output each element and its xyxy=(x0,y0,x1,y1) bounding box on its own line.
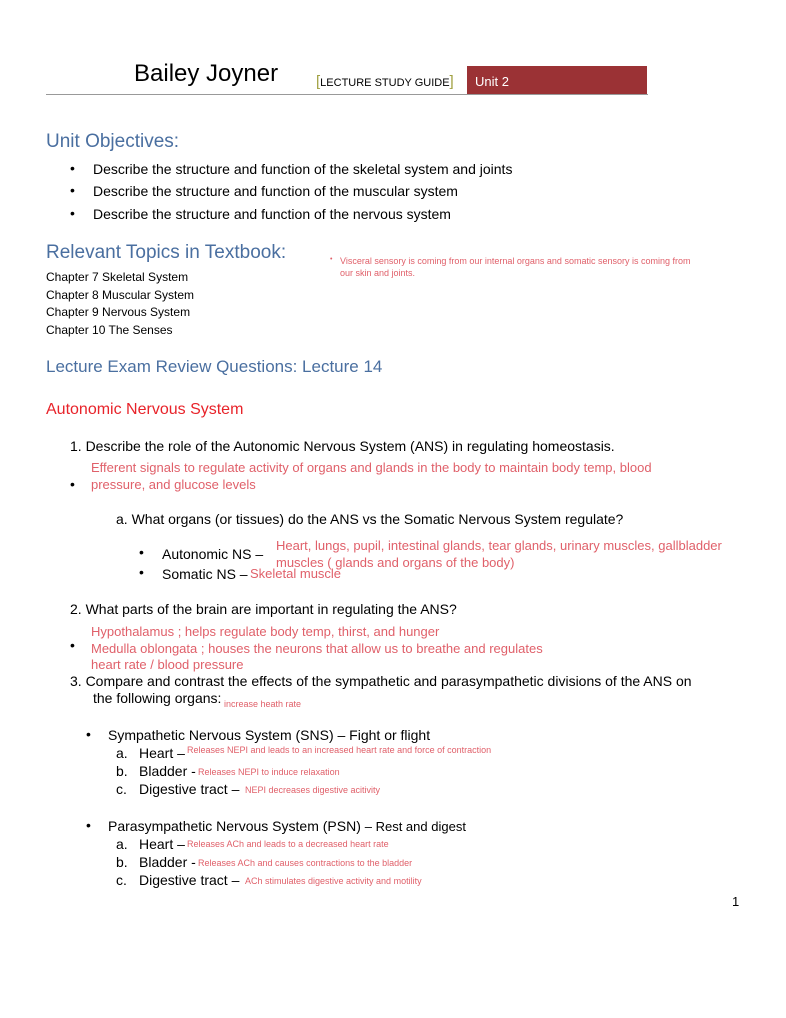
autonomic-answer: Heart, lungs, pupil, intestinal glands, tear glands, urinary muscles, gallbladder xyxy=(276,538,722,553)
item-note: Releases NEPI to induce relaxation xyxy=(198,767,340,777)
list-item: Describe the structure and function of the nervous system xyxy=(93,206,451,222)
item-label: Heart – xyxy=(139,745,185,761)
study-guide-label xyxy=(316,73,454,90)
bullet-icon: • xyxy=(70,182,75,198)
review-heading: Lecture Exam Review Questions: Lecture 14 xyxy=(46,357,383,376)
bullet-icon: • xyxy=(139,544,144,560)
header-rule xyxy=(46,94,648,95)
item-note: Releases ACh and causes contractions to the bladder xyxy=(198,858,413,868)
topics-heading: Relevant Topics in Textbook: xyxy=(46,242,287,263)
list-item xyxy=(116,872,239,888)
item-letter: b. xyxy=(116,763,128,779)
answer-2-line: heart rate / blood pressure xyxy=(91,657,244,672)
psn-heading xyxy=(108,818,466,834)
question-3: the following organs: xyxy=(93,690,222,706)
list-item xyxy=(116,781,239,797)
list-item xyxy=(116,836,185,852)
bracket-close: ] xyxy=(449,73,454,90)
bullet-icon: • xyxy=(70,160,75,176)
somatic-answer: Skeletal muscle xyxy=(250,566,342,581)
item-note: Releases ACh and leads to a decreased heart rate xyxy=(187,839,389,849)
item-label: Digestive tract – xyxy=(139,781,240,797)
answer-1-line: pressure, and glucose levels xyxy=(91,477,256,492)
list-item xyxy=(116,763,196,779)
bullet-icon: • xyxy=(70,205,75,221)
bullet-icon: • xyxy=(70,476,75,492)
objectives-heading: Unit Objectives: xyxy=(46,131,180,152)
question-1: 1. Describe the role of the Autonomic Nervous System (ANS) in regulating homeostasis. xyxy=(70,438,615,454)
item-note: Releases NEPI and leads to an increased heart rate and force of contraction xyxy=(187,745,492,755)
item-letter: c. xyxy=(116,781,127,797)
list-item: Describe the structure and function of the muscular system xyxy=(93,183,458,199)
answer-2-line: Hypothalamus ; helps regulate body temp, thirst, and hunger xyxy=(91,624,440,639)
question-3-note: increase heath rate xyxy=(224,699,302,709)
psn-heading-text: Parasympathetic Nervous System (PSN) xyxy=(108,818,361,834)
unit-badge-label: Unit 2 xyxy=(475,74,509,89)
item-letter: c. xyxy=(116,872,127,888)
answer-2-line: Medulla oblongata ; houses the neurons that allow us to breathe and regulates xyxy=(91,641,543,656)
margin-note: our skin and joints. xyxy=(340,268,416,278)
item-label: Digestive tract – xyxy=(139,872,240,888)
unit-badge xyxy=(467,66,647,94)
item-label: Bladder - xyxy=(139,854,196,870)
bullet-icon: • xyxy=(86,817,91,833)
autonomic-answer: muscles ( glands and organs of the body) xyxy=(276,555,515,570)
question-1a: a. What organs (or tissues) do the ANS vs the Somatic Nervous System regulate? xyxy=(116,511,624,527)
question-3: 3. Compare and contrast the effects of the sympathetic and parasympathetic divisions of the ANS on xyxy=(70,673,692,689)
list-item xyxy=(116,854,196,870)
somatic-label: Somatic NS – xyxy=(162,566,248,582)
author-name: Bailey Joyner xyxy=(134,60,279,87)
item-label: Heart – xyxy=(139,836,185,852)
item-letter: a. xyxy=(116,836,128,852)
guide-label-text: LECTURE STUDY GUIDE xyxy=(320,77,450,89)
chapter-item: Chapter 10 The Senses xyxy=(46,323,173,337)
item-label: Bladder - xyxy=(139,763,196,779)
sns-heading: Sympathetic Nervous System (SNS) – Fight or flight xyxy=(108,727,431,743)
answer-1-line: Efferent signals to regulate activity of organs and glands in the body to maintain body temp, blood xyxy=(91,460,652,475)
chapter-item: Chapter 8 Muscular System xyxy=(46,288,195,302)
psn-heading-suffix: – Rest and digest xyxy=(364,819,466,834)
margin-note: Visceral sensory is coming from our internal organs and somatic sensory is coming from xyxy=(340,256,691,266)
bullet-icon: • xyxy=(70,637,75,653)
question-2: 2. What parts of the brain are important in regulating the ANS? xyxy=(70,601,457,617)
bullet-icon: • xyxy=(139,564,144,580)
item-letter: a. xyxy=(116,745,128,761)
autonomic-label: Autonomic NS – xyxy=(162,546,264,562)
item-letter: b. xyxy=(116,854,128,870)
bullet-icon: • xyxy=(330,256,333,263)
bracket-open: [ xyxy=(316,73,321,90)
item-note: ACh stimulates digestive activity and motility xyxy=(245,876,422,886)
page-number: 1 xyxy=(732,894,740,909)
list-item: Describe the structure and function of the skeletal system and joints xyxy=(93,161,513,177)
chapter-item: Chapter 9 Nervous System xyxy=(46,305,191,319)
section-heading: Autonomic Nervous System xyxy=(46,401,244,418)
bullet-icon: • xyxy=(86,726,91,742)
item-note: NEPI decreases digestive acitivity xyxy=(245,785,381,795)
chapter-item: Chapter 7 Skeletal System xyxy=(46,270,189,284)
list-item xyxy=(116,745,185,761)
